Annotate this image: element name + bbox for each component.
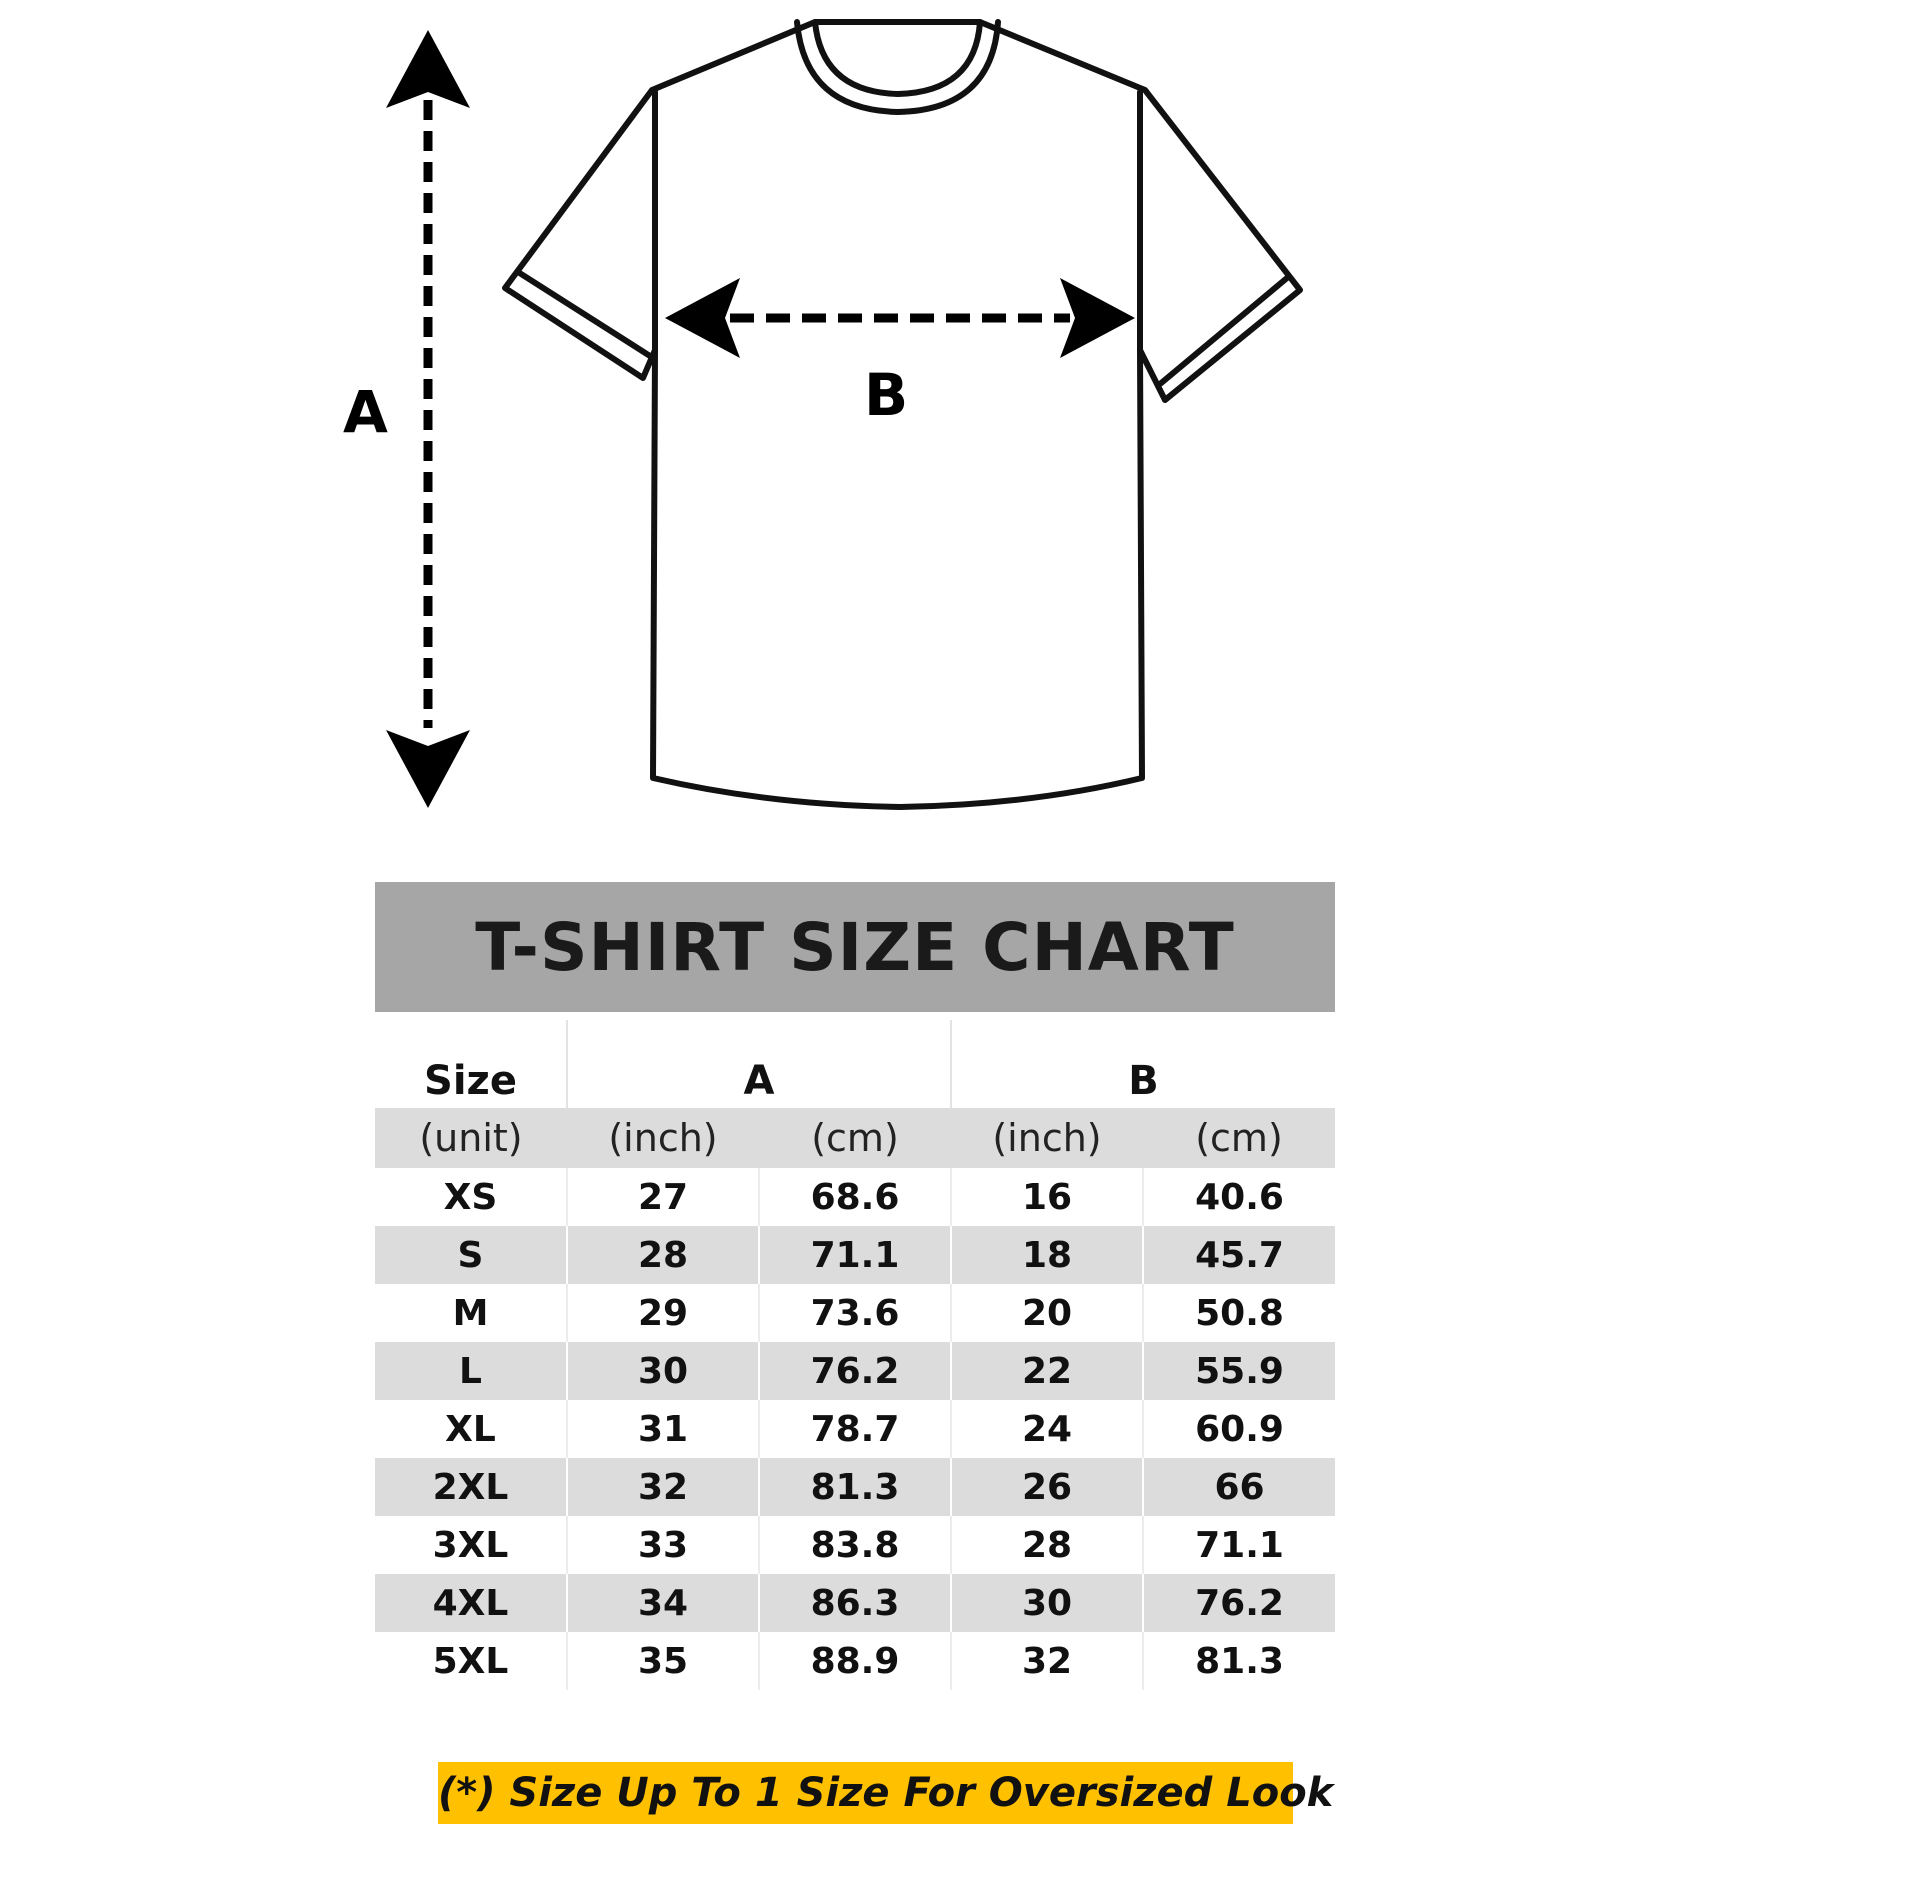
b-inch-cell: 26 [951, 1458, 1143, 1516]
b-inch-cell: 16 [951, 1168, 1143, 1226]
tshirt-measurement-diagram [0, 0, 1913, 830]
size-cell: XL [375, 1400, 567, 1458]
size-cell: M [375, 1284, 567, 1342]
size-cell: L [375, 1342, 567, 1400]
a-cm-cell: 73.6 [759, 1284, 951, 1342]
table-row [375, 1284, 1335, 1342]
b-inch-cell: 24 [951, 1400, 1143, 1458]
a-inch-cell: 27 [567, 1168, 759, 1226]
a-inch-cell: 34 [567, 1574, 759, 1632]
table-row [375, 1632, 1335, 1690]
length-arrow [386, 30, 470, 808]
a-inch-cell: 32 [567, 1458, 759, 1516]
a-cm-cell: 78.7 [759, 1400, 951, 1458]
table-row [375, 1168, 1335, 1226]
dimension-label-a: A [343, 378, 388, 446]
table-row [375, 1400, 1335, 1458]
size-cell: S [375, 1226, 567, 1284]
a-cm-cell: 81.3 [759, 1458, 951, 1516]
a-cm-cell: 71.1 [759, 1226, 951, 1284]
oversize-note: (*) Size Up To 1 Size For Oversized Look [438, 1762, 1293, 1824]
a-cm-cell: 76.2 [759, 1342, 951, 1400]
b-inch-cell: 32 [951, 1632, 1143, 1690]
table-row [375, 1574, 1335, 1632]
a-inch-cell: 30 [567, 1342, 759, 1400]
header-b: B [1128, 1058, 1159, 1104]
size-cell: XS [375, 1168, 567, 1226]
table-row [375, 1342, 1335, 1400]
b-inch-cell: 20 [951, 1284, 1143, 1342]
table-row [375, 1516, 1335, 1574]
b-inch-cell: 18 [951, 1226, 1143, 1284]
b-cm-cell: 50.8 [1195, 1292, 1284, 1334]
a-inch-cell: 29 [567, 1284, 759, 1342]
b-cm-cell: 45.7 [1143, 1226, 1335, 1284]
size-chart-table [375, 882, 1335, 1690]
header-a: A [567, 1020, 951, 1108]
header-row [375, 1020, 1335, 1108]
a-cm-cell: 86.3 [759, 1574, 951, 1632]
a-cm-cell: 68.6 [759, 1168, 951, 1226]
a-cm-cell: 88.9 [759, 1632, 951, 1690]
b-cm-cell: 60.9 [1195, 1408, 1284, 1450]
unit-cell: (cm) [1143, 1108, 1335, 1168]
unit-cell: (inch) [567, 1108, 759, 1168]
size-cell: 4XL [375, 1574, 567, 1632]
dimension-label-b: B [864, 361, 909, 429]
b-cm-cell: 66 [1143, 1458, 1335, 1516]
b-cm-cell: 40.6 [1195, 1176, 1284, 1218]
b-cm-cell: 55.9 [1143, 1342, 1335, 1400]
b-cm-cell: 81.3 [1195, 1640, 1284, 1682]
size-cell: 2XL [375, 1458, 567, 1516]
unit-cell: (cm) [759, 1108, 951, 1168]
a-inch-cell: 28 [567, 1226, 759, 1284]
unit-row [375, 1108, 1335, 1168]
b-cm-cell: 76.2 [1143, 1574, 1335, 1632]
size-cell: 5XL [375, 1632, 567, 1690]
table-row [375, 1458, 1335, 1516]
b-cm-cell: 71.1 [1195, 1524, 1284, 1566]
a-inch-cell: 33 [567, 1516, 759, 1574]
header-size: Size [375, 1020, 567, 1108]
b-inch-cell: 22 [951, 1342, 1143, 1400]
a-inch-cell: 35 [567, 1632, 759, 1690]
unit-cell: (inch) [951, 1108, 1143, 1168]
a-inch-cell: 31 [567, 1400, 759, 1458]
table-row [375, 1226, 1335, 1284]
table-title: T-SHIRT SIZE CHART [375, 882, 1335, 1012]
b-inch-cell: 28 [951, 1516, 1143, 1574]
b-inch-cell: 30 [951, 1574, 1143, 1632]
unit-cell: (unit) [375, 1108, 567, 1168]
a-cm-cell: 83.8 [759, 1516, 951, 1574]
size-cell: 3XL [375, 1516, 567, 1574]
